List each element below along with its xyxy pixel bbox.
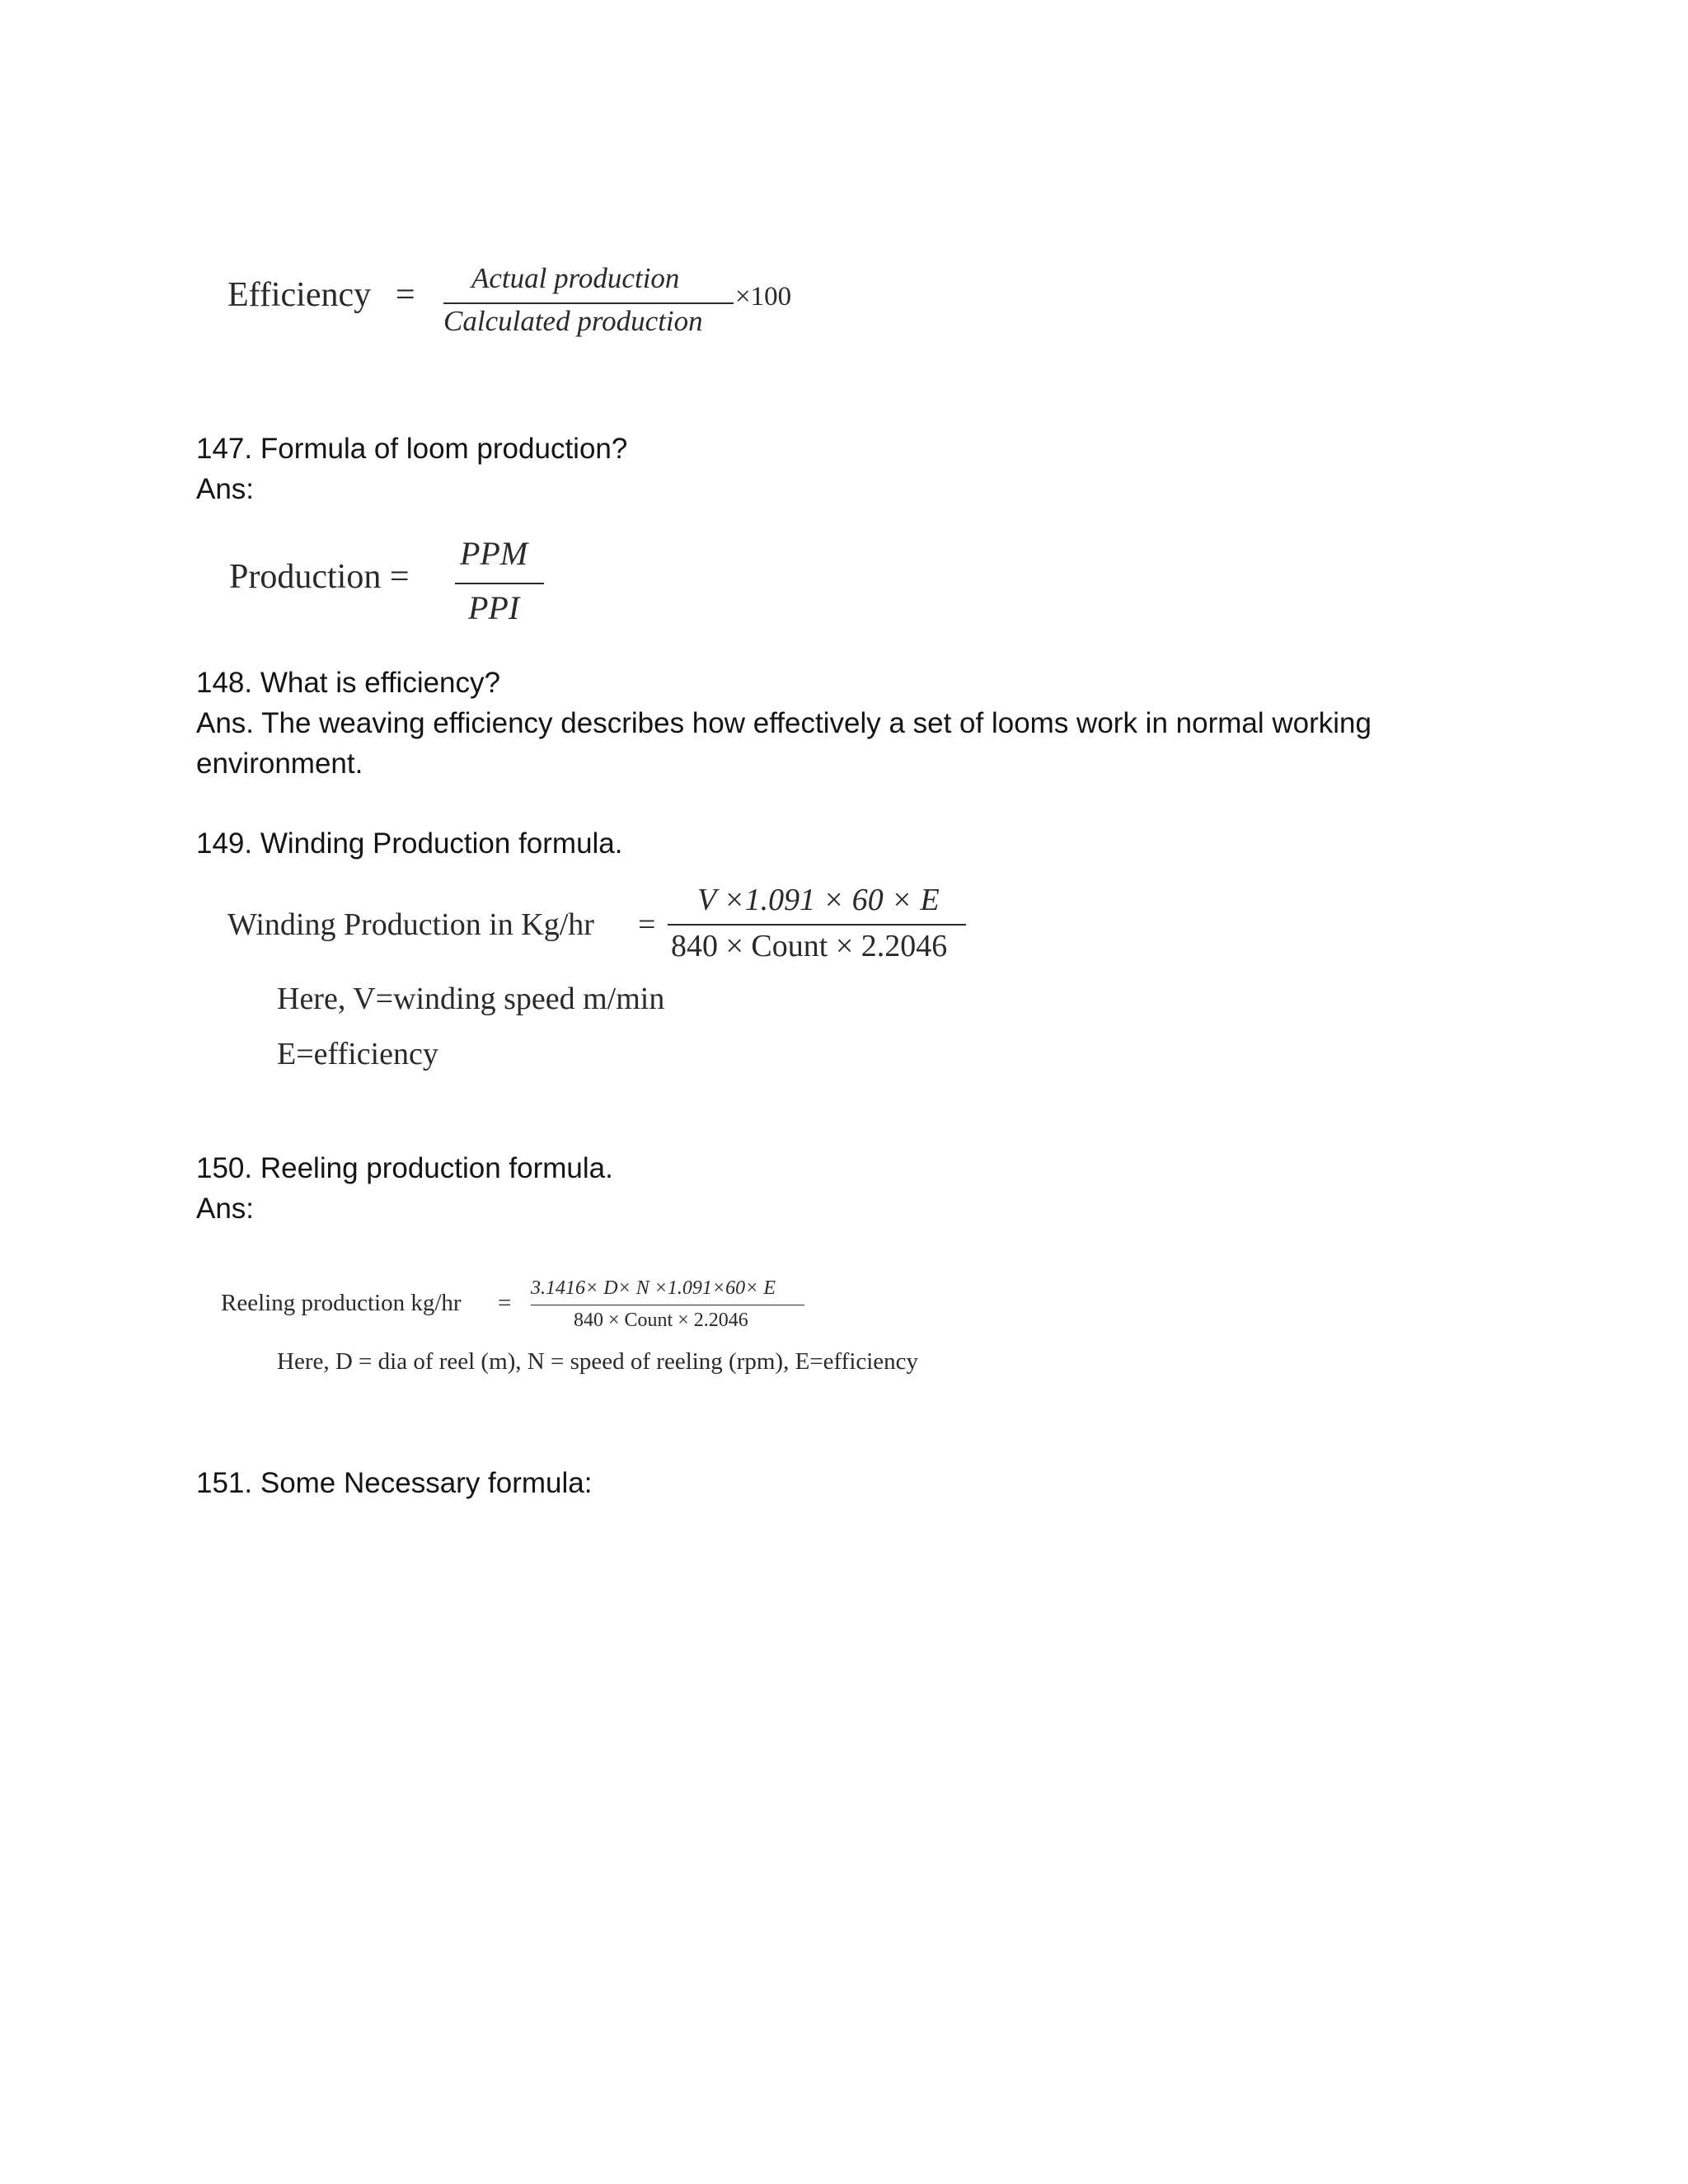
winding-equals: = [638,907,656,942]
answer-label-150: Ans: [196,1193,255,1225]
production-numerator: PPM [460,535,528,572]
question-151: 151. Some Necessary formula: [196,1467,593,1499]
production-denominator: PPI [468,589,520,626]
production-fraction-bar [455,583,544,584]
reeling-denominator: 840 × Count × 2.2046 [574,1310,748,1331]
question-148: 148. What is efficiency? [196,667,500,699]
question-147: 147. Formula of loom production? [196,433,628,465]
reeling-lhs: Reeling production kg/hr [221,1290,462,1316]
answer-148: Ans. The weaving efficiency describes how effectively a set of looms work in normal working environment. [196,707,1372,780]
winding-lhs: Winding Production in Kg/hr [227,907,594,942]
reeling-equals: = [498,1290,512,1316]
efficiency-equals: = [396,276,415,314]
winding-fraction-bar [668,924,966,926]
efficiency-fraction-bar [443,302,734,304]
efficiency-denominator: Calculated production [443,305,703,337]
question-149: 149. Winding Production formula. [196,827,623,860]
answer-label-147: Ans: [196,473,255,505]
production-lhs: Production = [229,558,410,596]
efficiency-lhs: Efficiency [227,276,372,314]
efficiency-numerator: Actual production [471,262,680,294]
efficiency-multiplier: ×100 [735,282,792,312]
winding-numerator: V ×1.091 × 60 × E [697,883,940,917]
winding-note-efficiency: E=efficiency [277,1037,438,1071]
reeling-numerator: 3.1416× D× N ×1.091×60× E [531,1277,776,1299]
winding-denominator: 840 × Count × 2.2046 [671,929,948,963]
winding-note-speed: Here, V=winding speed m/min [277,982,665,1016]
question-150: 150. Reeling production formula. [196,1152,613,1184]
reeling-note: Here, D = dia of reel (m), N = speed of reeling (rpm), E=efficiency [277,1348,919,1375]
